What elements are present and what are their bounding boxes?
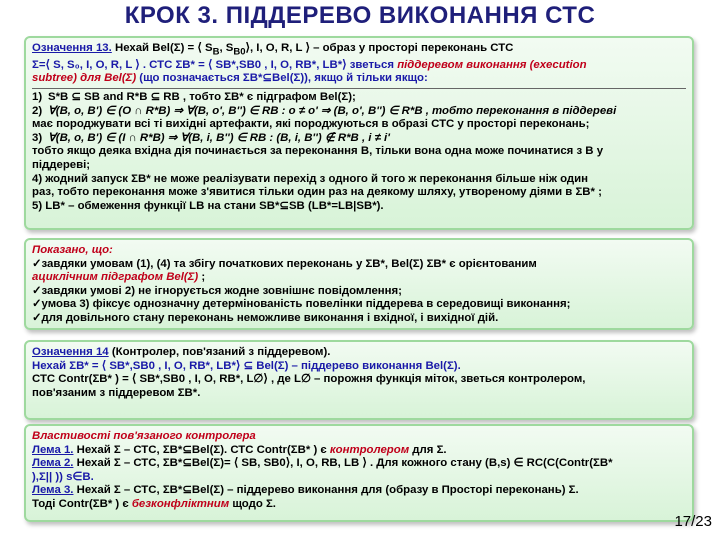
shown-item-1-cont bbox=[32, 271, 686, 285]
lemma-text: Нехай Σ – СТС, ΣB*⊆Bel(Σ) – піддерево виконання для (образу в Просторі переконань) Σ. bbox=[73, 484, 579, 497]
definition-13-box bbox=[24, 36, 694, 230]
cond-text: ∀(B, o, B') ∈ (O ∩ R*B) ⇒ ∀(B, o', B'') ∈ RB : o ≠ o' ⇒ (B, o', B'') ∈ R*B , тобто переконання в піддереві bbox=[48, 104, 617, 117]
lemma-text: Тоді Contr(ΣB* ) є bbox=[32, 497, 132, 510]
def13-text: Σ=⟨ S, S₀, I, O, R, L ⟩ . СТС ΣB* = ⟨ SB*,SB0 , I, O, RB*, LB*⟩ зветься bbox=[32, 58, 398, 71]
cond-2-cont: має породжувати всі ті вихідні артефакти, які породжуються в образі СТС у просторі переконань; bbox=[32, 118, 590, 131]
shown-item-4: ✓для довільного стану переконань неможливе виконання і вхідної, і вихідної дій. bbox=[32, 311, 499, 324]
lemma-3-cont bbox=[32, 498, 686, 512]
shown-box bbox=[24, 238, 694, 330]
cond-text: ∀(B, o, B') ∈ (I ∩ R*B) ⇒ ∀(B, i, B'') ∈ RB : (B, i, B'') ∉ R*B , i ≠ i' bbox=[48, 131, 390, 144]
cond-4-cont: раз, тобто переконання може з'явитися тільки один раз на деякому шляху, утвореному діями в ΣB* ; bbox=[32, 186, 602, 199]
sub: B0 bbox=[233, 46, 246, 58]
cond-5: 5) LB* – обмеження функції LB на стани SB*⊆SB (LB*=LB|SB*). bbox=[32, 199, 384, 212]
lemma-2 bbox=[32, 457, 686, 471]
def13-label: Означення 13. bbox=[32, 42, 112, 54]
lemma-3 bbox=[32, 484, 686, 498]
page-number: 17/23 bbox=[674, 513, 712, 530]
shown-item-1: ✓завдяки умовам (1), (4) та збігу початкових переконань у ΣB*, Bel(Σ) ΣB* є орієнтованим bbox=[32, 257, 537, 270]
def14-line1: Нехай ΣB* = ⟨ SB*,SB0 , I, O, RB*, LB*⟩ ⊆ Bel(Σ) – піддерево виконання Bel(Σ). bbox=[32, 359, 461, 372]
shown-heading: Показано, що: bbox=[32, 244, 113, 256]
def14-line3: пов'язаним з піддеревом ΣB*. bbox=[32, 386, 201, 399]
cond-3 bbox=[32, 132, 686, 146]
def13-line2 bbox=[32, 59, 686, 73]
cond-3-cont2: піддереві; bbox=[32, 159, 91, 172]
def13-text2: , S bbox=[219, 42, 234, 54]
def13-text1: Нехай Bel(Σ) = ⟨ S bbox=[111, 42, 213, 54]
cond-3-cont: тобто якщо деяка вхідна дія починається за переконання B, тільки вона одна може починатися з B у bbox=[32, 145, 604, 158]
def14-title: (Контролер, пов'язаний з піддеревом). bbox=[108, 346, 331, 358]
cond-2 bbox=[32, 105, 686, 119]
lemma-1 bbox=[32, 444, 686, 458]
def13-line1 bbox=[32, 42, 686, 59]
lemma-term: контролером bbox=[329, 443, 410, 456]
lemma-text: Нехай Σ – СТС, ΣB*⊆Bel(Σ). СТС Contr(ΣB* ) є bbox=[73, 443, 330, 456]
divider bbox=[32, 88, 686, 89]
shown-tail: ; bbox=[198, 271, 206, 284]
def14-label: Означення 14 bbox=[32, 346, 109, 358]
def13-text6: (що позначається ΣB*⊆Bel(Σ)), якщо й тільки якщо: bbox=[136, 72, 428, 85]
def13-text5: ⟩ – образ у просторі переконань СТС bbox=[302, 42, 514, 54]
shown-item-3: ✓умова 3) фіксує однозначну детермінованість повелінки піддерева в середовищі виконання; bbox=[32, 298, 571, 311]
def13-line3 bbox=[32, 72, 686, 86]
def13-text3: ⟩, I, O, R bbox=[245, 42, 290, 54]
def14-line2: СТС Contr(ΣB* ) = ⟨ SB*,SB0 , I, O, RB*, L∅⟩ , де L∅ – порожня функція міток, зветься контролером, bbox=[32, 373, 586, 386]
lemma-label: Лема 2. bbox=[32, 457, 74, 470]
cond-number: 2) bbox=[32, 104, 43, 117]
def13-term: піддеревом виконання (execution bbox=[397, 58, 587, 71]
cond-text: S*B ⊆ SB and R*B ⊆ RB , тобто ΣB* є підграфом Bel(Σ); bbox=[48, 91, 356, 104]
properties-box bbox=[24, 424, 694, 522]
lemma-label: Лема 1. bbox=[32, 443, 74, 456]
lemma-text: Нехай Σ – СТС, ΣB*⊆Bel(Σ)= ⟨ SB, SB0⟩, I, O, RB, LB ⟩ . Для кожного стану (B,s) ∈ RC(C(Contr(ΣB* bbox=[73, 457, 613, 470]
slide-title: КРОК 3. ПІДДЕРЕВО ВИКОНАННЯ СТС bbox=[124, 2, 596, 29]
def13-text4: , L bbox=[289, 42, 303, 54]
lemma-2-cont: ),Σ|| )) s∈B. bbox=[32, 470, 94, 483]
cond-1 bbox=[32, 91, 686, 105]
definition-14-box bbox=[24, 340, 694, 420]
cond-number: 1) bbox=[32, 91, 43, 104]
lemma-label: Лема 3. bbox=[32, 484, 74, 497]
def13-term2: subtree) для Bel(Σ) bbox=[32, 72, 137, 85]
cond-4: 4) жодний запуск ΣB* не може реалізувати перехід з одного й того ж переконання більше ніж один bbox=[32, 172, 588, 185]
lemma-term: безконфліктним bbox=[131, 497, 230, 510]
lemma-tail: щодо Σ. bbox=[229, 497, 276, 510]
sub: B bbox=[212, 46, 220, 58]
cond-number: 3) bbox=[32, 131, 43, 144]
shown-term: ациклічним підграфом Bel(Σ) bbox=[32, 271, 199, 284]
props-heading: Властивості пов'язаного контролера bbox=[32, 430, 256, 442]
def14-heading bbox=[32, 346, 686, 360]
shown-item-2: ✓завдяки умові 2) не ігнорується жодне зовнішнє повідомлення; bbox=[32, 284, 402, 297]
lemma-tail: для Σ. bbox=[409, 443, 447, 456]
